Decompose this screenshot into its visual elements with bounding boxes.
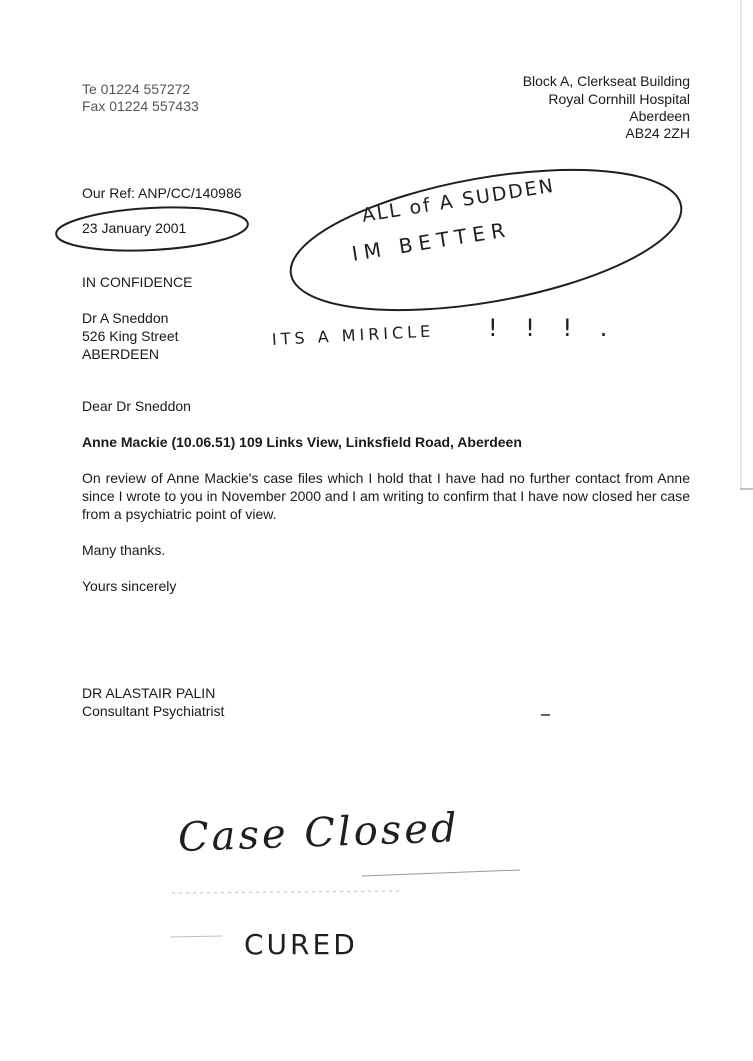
closing: Yours sincerely — [82, 578, 177, 594]
recipient-name: Dr A Sneddon — [82, 310, 169, 326]
handwritten-note-sudden: ALL of A SUDDEN — [360, 174, 557, 227]
body-paragraph: On review of Anne Mackie's case files which I hold that I have had no further contact from Anne since I wrote to you in November 2000 and I am writing to confirm that I have now closed her case from a psychiatric point of view. — [82, 470, 690, 522]
recipient-city: ABERDEEN — [82, 346, 160, 362]
address-line-3: Aberdeen — [629, 108, 690, 124]
handwritten-cured: CURED — [244, 928, 358, 961]
underline-mark — [362, 870, 520, 876]
address-line-4: AB24 2ZH — [625, 125, 690, 141]
scan-mark — [172, 891, 400, 893]
in-confidence: IN CONFIDENCE — [82, 274, 193, 290]
handwritten-case-closed: Case Closed — [177, 805, 461, 861]
fax-number: Fax 01224 557433 — [82, 98, 199, 114]
recipient-street: 526 King Street — [82, 328, 179, 344]
address-line-2: Royal Cornhill Hospital — [548, 91, 690, 107]
signatory-name: DR ALASTAIR PALIN — [82, 685, 216, 701]
subject-line: Anne Mackie (10.06.51) 109 Links View, Linksfield Road, Aberdeen — [82, 434, 522, 450]
letter-date: 23 January 2001 — [82, 220, 187, 236]
salutation: Dear Dr Sneddon — [82, 398, 191, 414]
address-line-1: Block A, Clerkseat Building — [522, 73, 690, 89]
handwritten-exclamations: ! ! ! . — [488, 314, 618, 342]
scan-mark — [170, 936, 222, 937]
thanks: Many thanks. — [82, 542, 166, 558]
telephone-number: Te 01224 557272 — [82, 81, 191, 97]
handwritten-note-better: IM BETTER — [350, 217, 513, 266]
reference: Our Ref: ANP/CC/140986 — [82, 185, 242, 201]
signatory-title: Consultant Psychiatrist — [82, 703, 225, 719]
handwritten-note-miracle: ITS A MIRICLE — [271, 321, 435, 349]
